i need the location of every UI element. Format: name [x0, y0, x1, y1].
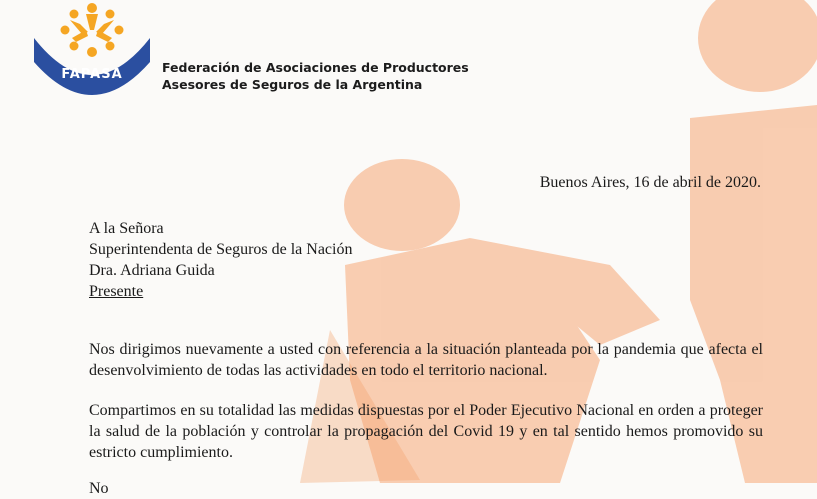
recipient-line-1: A la Señora [89, 220, 164, 237]
letter-date: Buenos Aires, 16 de abril de 2020. [539, 174, 761, 191]
body-paragraph-2: Compartimos en su totalidad las medidas dispuestas por el Poder Ejecutivo Nacional en orden a proteger la salud de la población y controlar la propagación del Covid 19 y en tal sentido hemos promovido su estricto cumplimiento. [89, 402, 763, 461]
logo-lettering: FAPASA [61, 67, 123, 82]
recipient-block [89, 218, 352, 302]
body-paragraph-3: No [89, 480, 109, 497]
organization-name [162, 59, 469, 93]
org-line-1: Federación de Asociaciones de Productores [162, 60, 469, 75]
org-line-2: Asesores de Seguros de la Argentina [162, 77, 423, 92]
recipient-line-4: Presente [89, 283, 144, 300]
recipient-line-2: Superintendenta de Seguros de la Nación [89, 241, 353, 258]
recipient-line-3: Dra. Adriana Guida [89, 262, 215, 279]
fapasa-logo [30, 0, 154, 96]
body-paragraph-1: Nos dirigimos nuevamente a usted con referencia a la situación planteada por la pandemia que afecta el desenvolvimiento de todas las actividades en todo el territorio nacional. [89, 341, 763, 379]
